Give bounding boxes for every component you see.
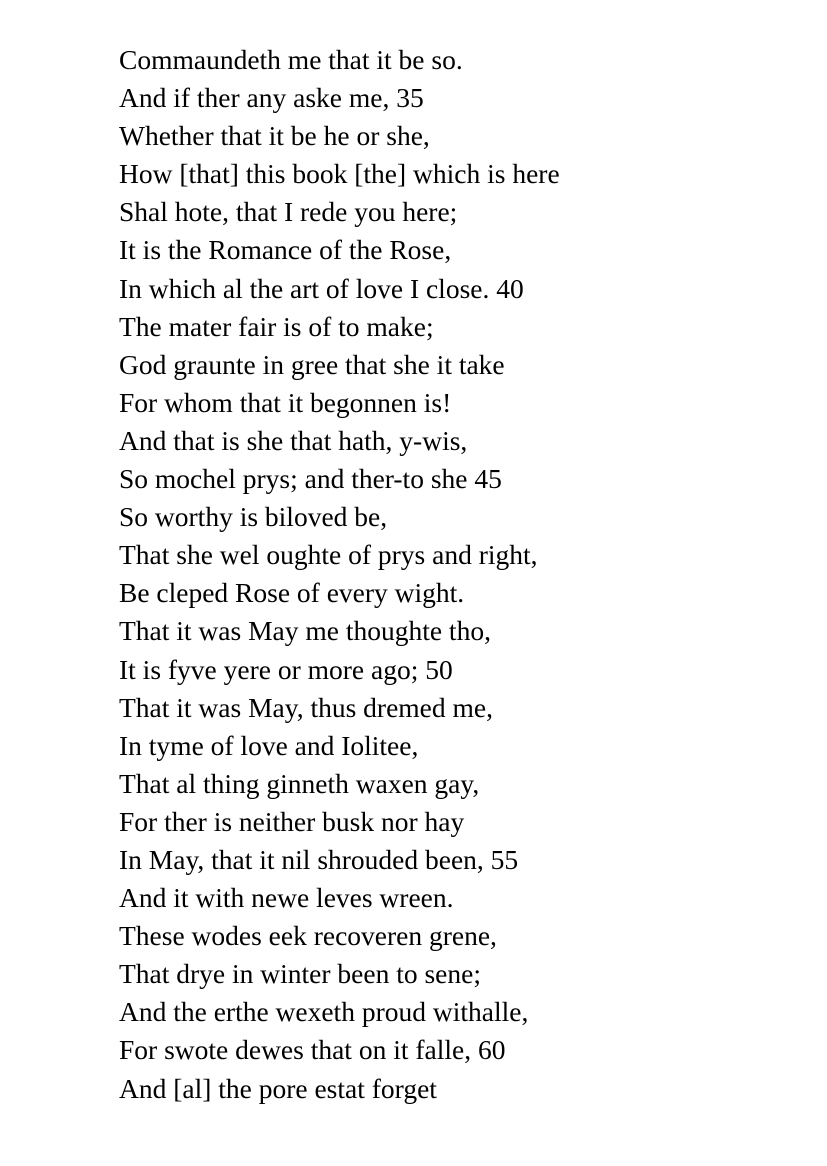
poem-line: And that is she that hath, y-wis,	[119, 424, 468, 456]
poem-line: It is fyve yere or more ago; 50	[119, 653, 453, 685]
poem-line: The mater fair is of to make;	[119, 310, 434, 342]
poem-line: That it was May me thoughte tho,	[119, 615, 491, 647]
poem-line: So mochel prys; and ther-to she 45	[119, 463, 502, 495]
poem-line: And [al] the pore estat forget	[119, 1072, 437, 1104]
poem-line: How [that] this book [the] which is here	[119, 158, 560, 190]
poem-line: That al thing ginneth waxen gay,	[119, 767, 480, 799]
poem-line: Be cleped Rose of every wight.	[119, 577, 465, 609]
poem-line: These wodes eek recoveren grene,	[119, 920, 497, 952]
poem-line: That she wel oughte of prys and right,	[119, 539, 538, 571]
poem-line: And if ther any aske me, 35	[119, 82, 424, 114]
poem-line: That it was May, thus dremed me,	[119, 691, 493, 723]
poem-line: And it with newe leves wreen.	[119, 882, 454, 914]
poem-line: And the erthe wexeth proud withalle,	[119, 996, 529, 1028]
poem-line: For swote dewes that on it falle, 60	[119, 1034, 506, 1066]
poem-line: Shal hote, that I rede you here;	[119, 196, 458, 228]
poem-line: In May, that it nil shrouded been, 55	[119, 843, 519, 875]
poem-line: For ther is neither busk nor hay	[119, 805, 465, 837]
poem-line: Commaundeth me that it be so.	[119, 44, 463, 75]
poem-line: In which al the art of love I close. 40	[119, 272, 524, 304]
poem-text	[119, 41, 560, 1108]
poem-line: God graunte in gree that she it take	[119, 348, 505, 380]
poem-line: So worthy is biloved be,	[119, 501, 388, 533]
poem-line: For whom that it begonnen is!	[119, 386, 452, 418]
poem-line: It is the Romance of the Rose,	[119, 234, 452, 266]
poem-line: In tyme of love and Iolitee,	[119, 729, 419, 761]
poem-line: That drye in winter been to sene;	[119, 958, 481, 990]
poem-line: Whether that it be he or she,	[119, 120, 430, 152]
